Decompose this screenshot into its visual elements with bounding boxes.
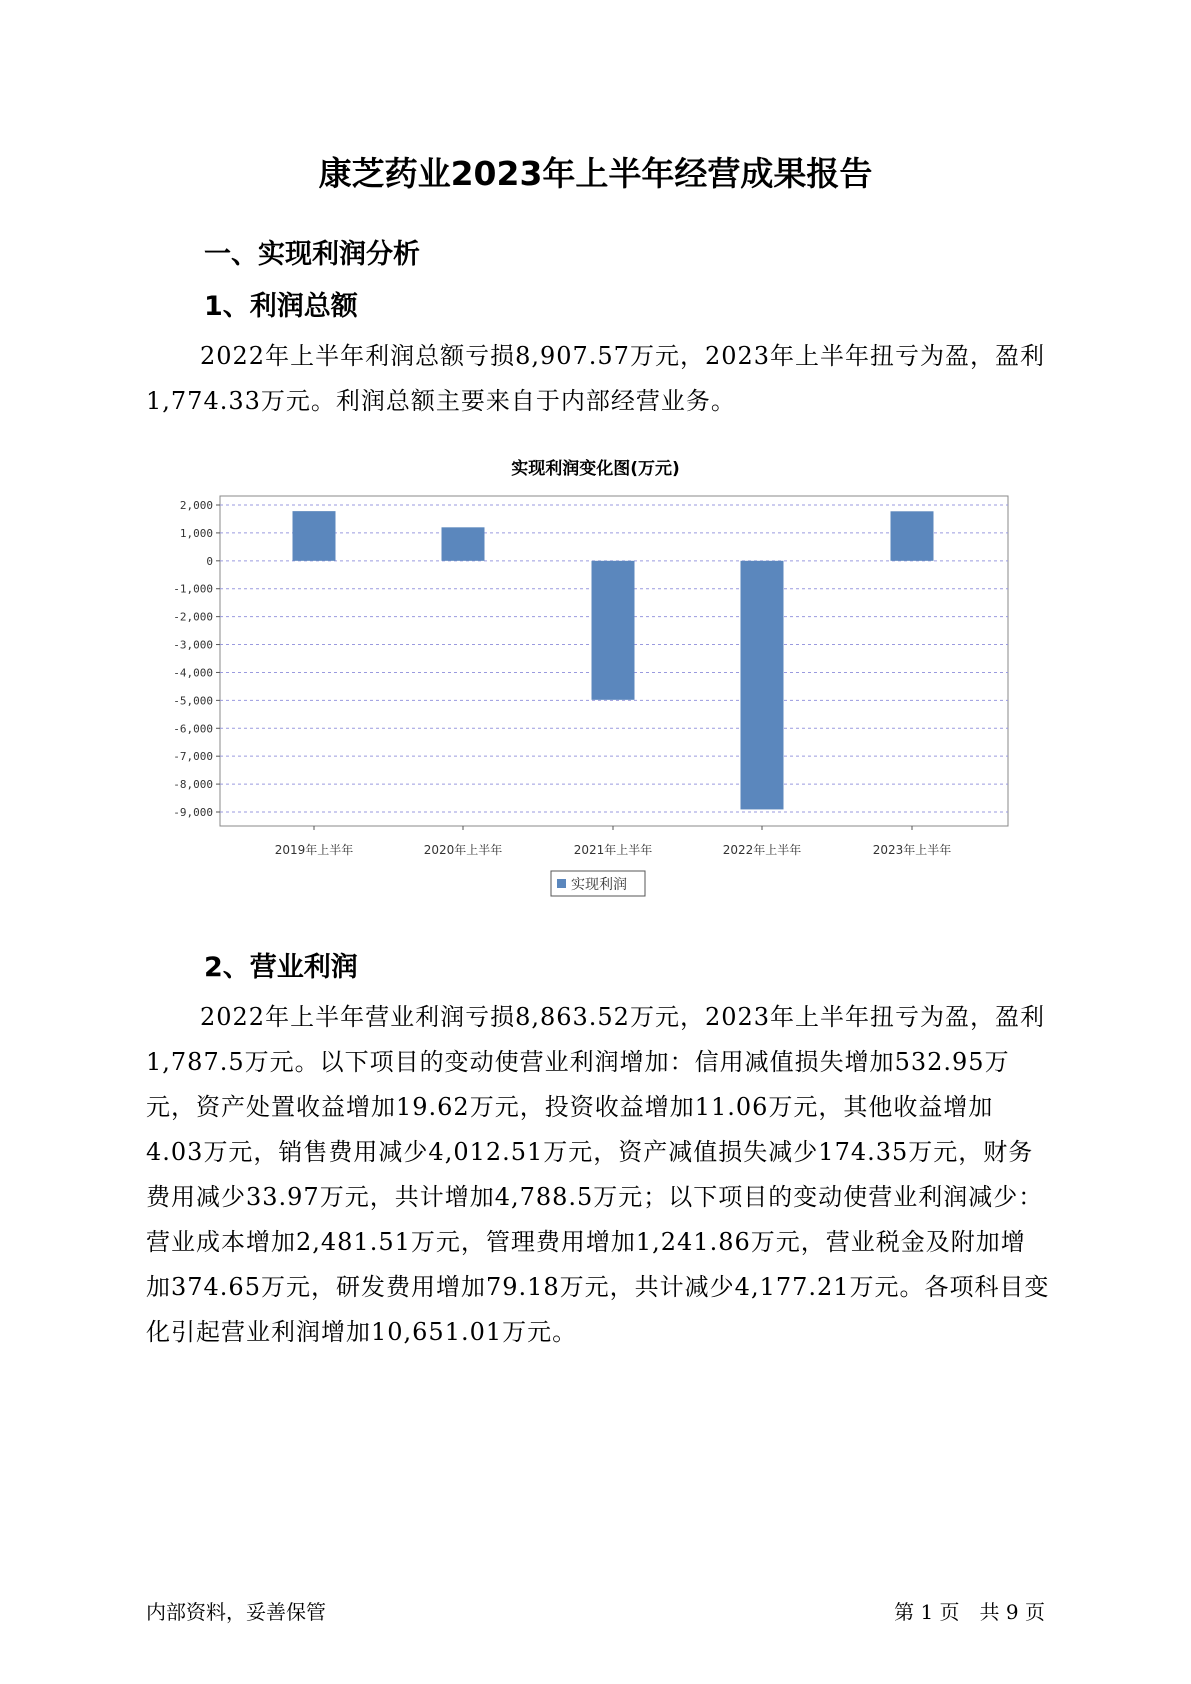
y-tick-label: -2,000 <box>173 610 213 624</box>
x-tick-label: 2019年上半年 <box>274 843 354 857</box>
chart-title: 实现利润变化图(万元) <box>511 459 680 479</box>
chart-y-ticks <box>173 499 220 819</box>
section-heading-profit-analysis: 一、实现利润分析 <box>204 239 420 270</box>
paragraph-operating-profit: 2022年上半年营业利润亏损8,863.52万元，2023年上半年扭亏为盈，盈利1,787.5万元。以下项目的变动使营业利润增加：信用减值损失增加532.95万元，资产处置收益增加19.62万元，投资收益增加11.06万元，其他收益增加4.03万元，销售费用减少4,012.51万元，资产减值损失减少174.35万元，财务费用减少33.97万元，共计增加4,788.5万元；以下项目的变动使营业利润减少：营业成本增加2,481.51万元，管理费用增加1,241.86万元，营业税金及附加增加374.65万元，研发费用增加79.18万元，共计减少4,177.21万元。各项科目变化引起营业利润增加10,651.01万元。 <box>146 1003 1050 1346</box>
paragraph-total-profit: 2022年上半年利润总额亏损8,907.57万元，2023年上半年扭亏为盈，盈利1,774.33万元。利润总额主要来自于内部经营业务。 <box>146 342 1046 415</box>
y-tick-label: 2,000 <box>179 499 213 512</box>
y-tick-label: 1,000 <box>179 526 213 540</box>
chart-legend <box>551 871 645 896</box>
bar <box>293 511 336 561</box>
x-tick-label: 2023年上半年 <box>872 843 952 857</box>
y-tick-label: -7,000 <box>173 750 213 764</box>
footer-page-number: 第 1 页 共 9 页 <box>894 1600 1045 1624</box>
y-tick-label: 0 <box>206 554 213 568</box>
y-tick-label: -9,000 <box>173 806 213 819</box>
y-tick-label: -1,000 <box>173 582 213 596</box>
legend-swatch <box>557 879 566 888</box>
bar <box>741 561 784 810</box>
bar <box>891 511 934 561</box>
y-tick-label: -6,000 <box>173 722 213 736</box>
bar <box>592 561 635 700</box>
bar <box>442 527 485 560</box>
y-tick-label: -8,000 <box>173 778 213 792</box>
y-tick-label: -5,000 <box>173 694 213 708</box>
footer-confidential-note: 内部资料，妥善保管 <box>146 1600 326 1624</box>
document-title: 康芝药业2023年上半年经营成果报告 <box>318 154 873 193</box>
chart-x-ticks <box>275 826 952 857</box>
x-tick-label: 2022年上半年 <box>722 843 802 857</box>
subsection-heading-operating-profit: 2、营业利润 <box>204 952 358 983</box>
legend-label: 实现利润 <box>571 877 627 893</box>
y-tick-label: -3,000 <box>173 638 213 652</box>
subsection-heading-total-profit: 1、利润总额 <box>204 291 358 322</box>
x-tick-label: 2021年上半年 <box>573 843 653 857</box>
y-tick-label: -4,000 <box>173 666 213 680</box>
x-tick-label: 2020年上半年 <box>423 843 503 857</box>
